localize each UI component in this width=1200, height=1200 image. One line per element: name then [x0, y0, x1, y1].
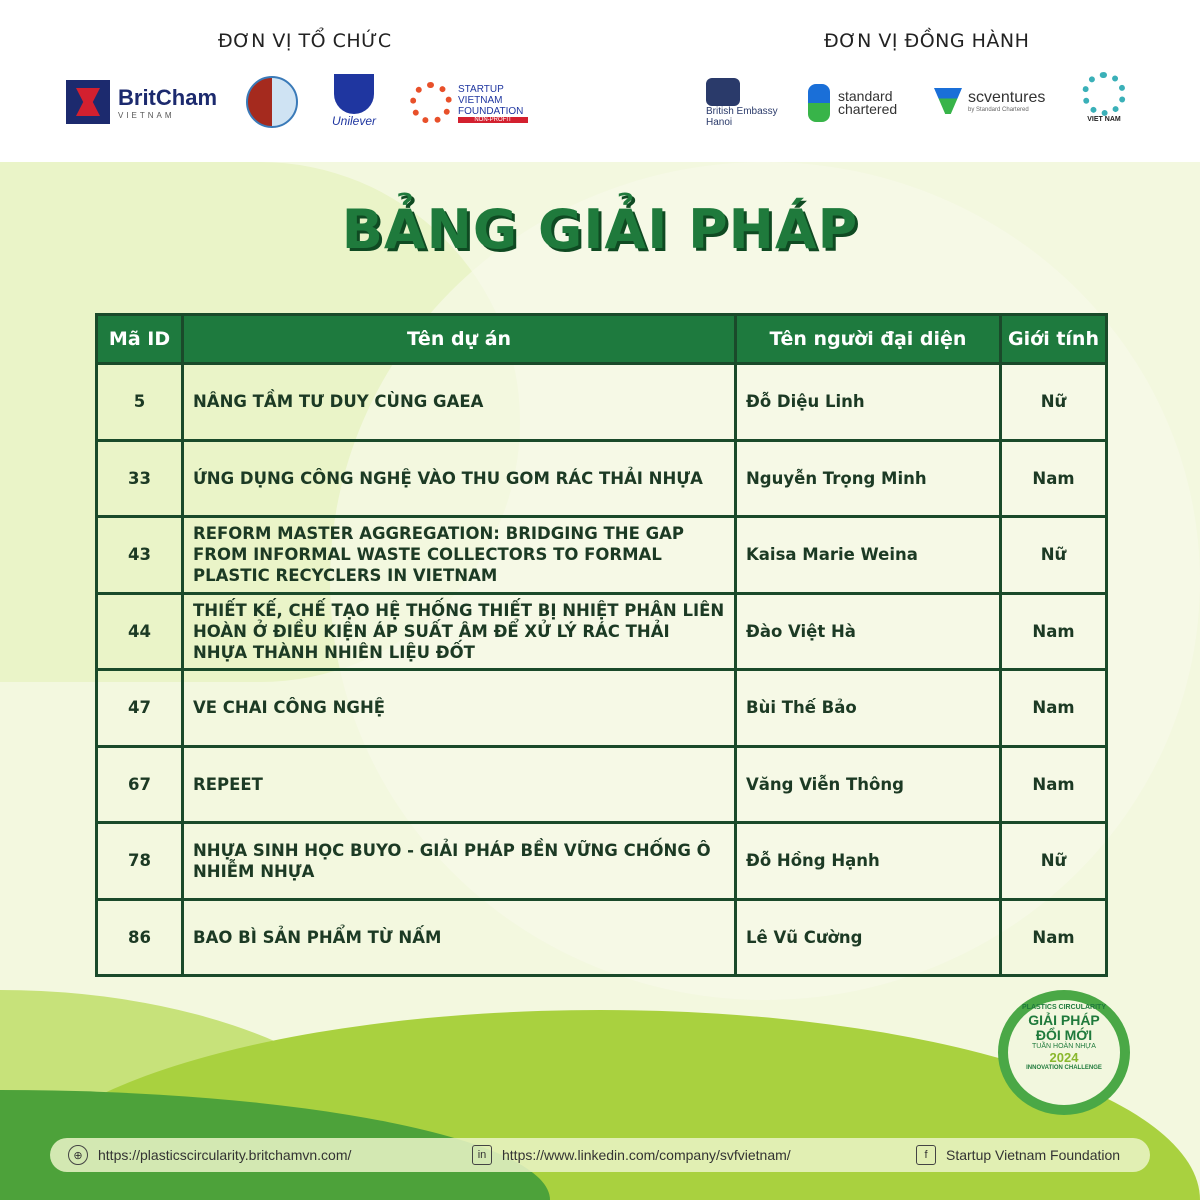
row-representative: Bùi Thế Bảo: [736, 670, 1001, 747]
col-gender: Giới tính: [1001, 315, 1107, 364]
row-representative: Đào Việt Hà: [736, 593, 1001, 670]
row-gender: Nam: [1001, 899, 1107, 976]
website-link[interactable]: ⊕ https://plasticscircularity.britchamvn.com/: [68, 1145, 351, 1165]
britcham-logo: BritCham VIETNAM: [66, 80, 217, 124]
row-representative: Văng Viễn Thông: [736, 746, 1001, 823]
row-id: 43: [97, 517, 183, 594]
row-project: ỨNG DỤNG CÔNG NGHỆ VÀO THU GOM RÁC THẢI NHỰA: [183, 440, 736, 517]
col-project: Tên dự án: [183, 315, 736, 364]
row-project: REFORM MASTER AGGREGATION: BRIDGING THE GAP FROM INFORMAL WASTE COLLECTORS TO FORMAL PLASTIC RECYCLERS IN VIETNAM: [183, 517, 736, 594]
row-representative: Kaisa Marie Weina: [736, 517, 1001, 594]
table-row: [97, 670, 1107, 747]
row-id: 78: [97, 823, 183, 900]
svf-logo: STARTUP VIETNAM FOUNDATION NON-PROFIT: [410, 82, 528, 124]
table-row: [97, 440, 1107, 517]
row-gender: Nữ: [1001, 364, 1107, 441]
standard-chartered-logo: standard chartered: [808, 84, 908, 122]
table-row: [97, 823, 1107, 900]
partners-title: ĐƠN VỊ ĐỒNG HÀNH: [824, 30, 1030, 52]
row-gender: Nam: [1001, 746, 1107, 823]
row-representative: Đỗ Diệu Linh: [736, 364, 1001, 441]
row-gender: Nữ: [1001, 517, 1107, 594]
row-representative: Nguyễn Trọng Minh: [736, 440, 1001, 517]
vietnam-npap-logo: VIET NAM: [1082, 72, 1126, 123]
organizers-title: ĐƠN VỊ TỔ CHỨC: [218, 30, 392, 52]
row-id: 33: [97, 440, 183, 517]
row-gender: Nữ: [1001, 823, 1107, 900]
table-header-row: [97, 315, 1107, 364]
row-id: 47: [97, 670, 183, 747]
row-project: REPEET: [183, 746, 736, 823]
footer-bar: [50, 1138, 1150, 1172]
challenge-badge: PLASTICS CIRCULARITY GIẢI PHÁP ĐỔI MỚI TUẦN HOÀN NHỰA 2024 INNOVATION CHALLENGE: [998, 990, 1130, 1115]
col-representative: Tên người đại diện: [736, 315, 1001, 364]
row-representative: Đỗ Hồng Hạnh: [736, 823, 1001, 900]
table-row: [97, 364, 1107, 441]
linkedin-link[interactable]: in https://www.linkedin.com/company/svfvietnam/: [472, 1145, 791, 1165]
unilever-logo: Unilever: [332, 74, 376, 128]
row-project: NÂNG TẦM TƯ DUY CÙNG GAEA: [183, 364, 736, 441]
row-id: 67: [97, 746, 183, 823]
facebook-link[interactable]: f Startup Vietnam Foundation: [916, 1145, 1120, 1165]
row-project: BAO BÌ SẢN PHẨM TỪ NẤM: [183, 899, 736, 976]
table-row: [97, 746, 1107, 823]
row-gender: Nam: [1001, 440, 1107, 517]
row-id: 86: [97, 899, 183, 976]
globe-icon: ⊕: [68, 1145, 88, 1165]
solutions-table: [95, 313, 1108, 977]
table-row: [97, 593, 1107, 670]
page-title: BẢNG GIẢI PHÁP: [341, 198, 859, 261]
scventures-logo: scventures by Standard Chartered: [934, 88, 1045, 114]
linkedin-icon: in: [472, 1145, 492, 1165]
row-project: THIẾT KẾ, CHẾ TẠO HỆ THỐNG THIẾT BỊ NHIỆT PHÂN LIÊN HOÀN Ở ĐIỀU KIỆN ÁP SUẤT ÂM ĐỂ XỬ LÝ RÁC THẢI NHỰA THÀNH NHIÊN LIỆU ĐỐT: [183, 593, 736, 670]
british-embassy-logo: British Embassy Hanoi: [706, 78, 778, 128]
row-id: 5: [97, 364, 183, 441]
row-project: NHỰA SINH HỌC BUYO - GIẢI PHÁP BỀN VỮNG CHỐNG Ô NHIỄM NHỰA: [183, 823, 736, 900]
row-gender: Nam: [1001, 670, 1107, 747]
table-row: [97, 899, 1107, 976]
row-representative: Lê Vũ Cường: [736, 899, 1001, 976]
row-project: VE CHAI CÔNG NGHỆ: [183, 670, 736, 747]
ministry-emblem-logo: [246, 76, 298, 128]
col-id: Mã ID: [97, 315, 183, 364]
facebook-icon: f: [916, 1145, 936, 1165]
table-row: [97, 517, 1107, 594]
row-gender: Nam: [1001, 593, 1107, 670]
sponsor-header: [0, 0, 1200, 162]
row-id: 44: [97, 593, 183, 670]
